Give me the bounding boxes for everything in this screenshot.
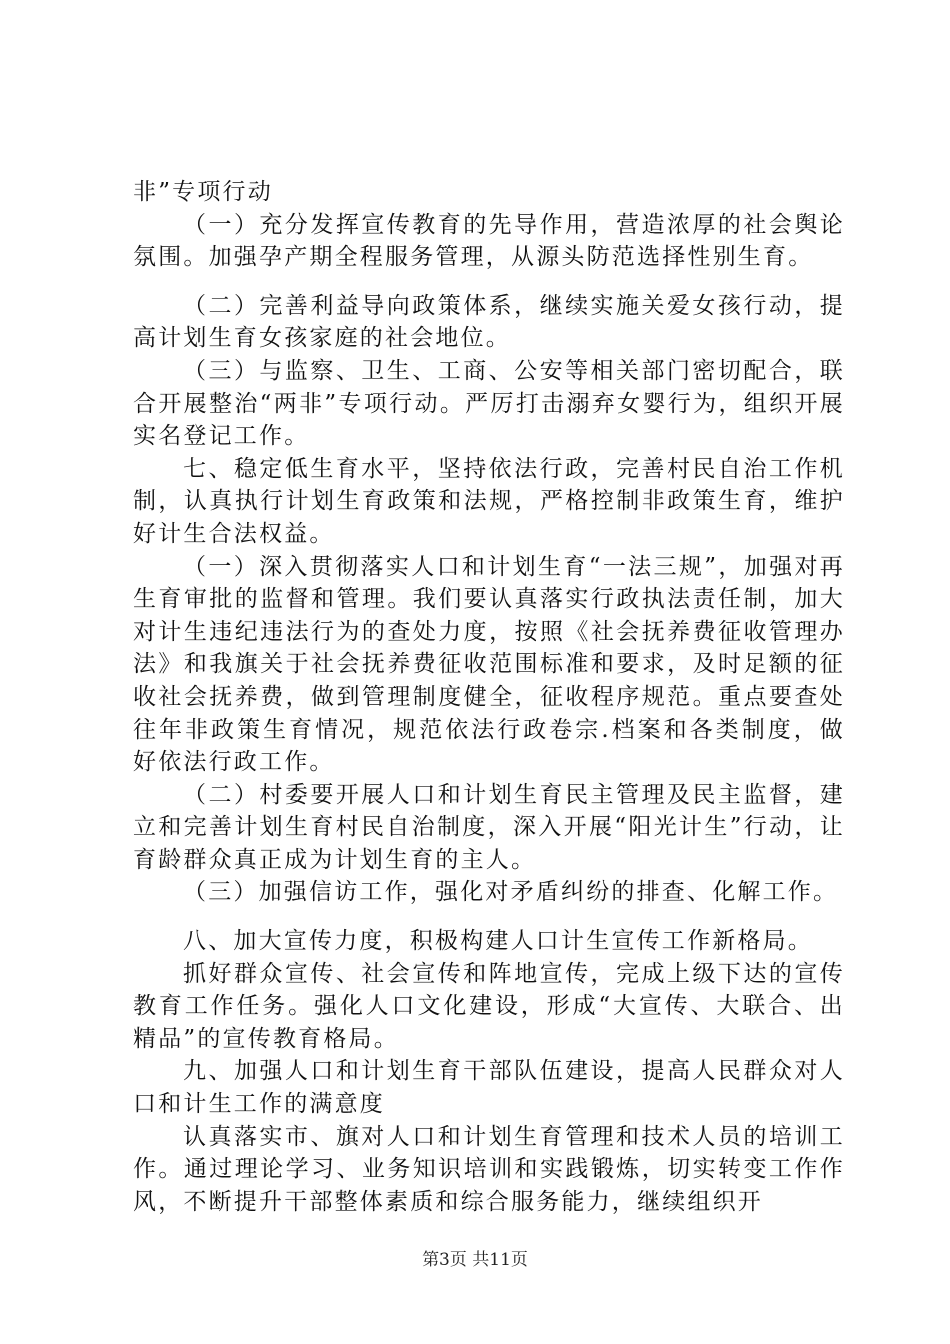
paragraph: （一）充分发挥宣传教育的先导作用，营造浓厚的社会舆论氛围。加强孕产期全程服务管理，从源头防范选择性别生育。 bbox=[133, 211, 845, 271]
paragraph-gap bbox=[133, 274, 845, 290]
section-heading: 八、加大宣传力度，积极构建人口计生宣传工作新格局。 bbox=[183, 928, 813, 955]
section-heading: 七、稳定低生育水平，坚持依法行政，完善村民自治工作机制，认真执行计划生育政策和法规，严格控制非政策生育，维护好计生合法权益。 bbox=[133, 455, 845, 547]
paragraph: （三）加强信访工作，强化对矛盾纠纷的排查、化解工作。 bbox=[183, 879, 839, 906]
paragraph: （一）深入贯彻落实人口和计划生育“一法三规”，加强对再生育审批的监督和管理。我们要认真落实行政执法责任制，加大对计生违纪违法行为的查处力度，按照《社会抚养费征收管理办法》和我旗关于社会抚养费征收范围标准和要求，及时足额的征收社会抚养费，做到管理制度健全，征收程序规范。重点要查处往年非政策生育情况，规范依法行政卷宗.档案和各类制度，做好依法行政工作。 bbox=[133, 553, 845, 776]
section-heading: 九、加强人口和计划生育干部队伍建设，提高人民群众对人口和计生工作的满意度 bbox=[133, 1058, 845, 1118]
page-number: 第3页 共11页 bbox=[422, 1250, 528, 1270]
paragraph: （三）与监察、卫生、工商、公安等相关部门密切配合，联合开展整治“两非”专项行动。严厉打击溺弃女婴行为，组织开展实名登记工作。 bbox=[133, 357, 845, 450]
paragraph: （二）完善利益导向政策体系，继续实施关爱女孩行动，提高计划生育女孩家庭的社会地位。 bbox=[133, 292, 845, 352]
paragraph-gap bbox=[133, 909, 845, 925]
page-footer bbox=[0, 1245, 950, 1270]
paragraph: 非”专项行动 bbox=[133, 179, 273, 205]
paragraph: 认真落实市、旗对人口和计划生育管理和技术人员的培训工作。通过理论学习、业务知识培训和实践锻炼，切实转变工作作风，不断提升干部整体素质和综合服务能力，继续组织开 bbox=[133, 1123, 845, 1215]
paragraph: 抓好群众宣传、社会宣传和阵地宣传，完成上级下达的宣传教育工作任务。强化人口文化建设，形成“大宣传、大联合、出精品”的宣传教育格局。 bbox=[133, 960, 845, 1052]
document-body bbox=[133, 176, 845, 1218]
paragraph: （二）村委要开展人口和计划生育民主管理及民主监督，建立和完善计划生育村民自治制度，深入开展“阳光计生”行动，让育龄群众真正成为计划生育的主人。 bbox=[133, 781, 845, 873]
